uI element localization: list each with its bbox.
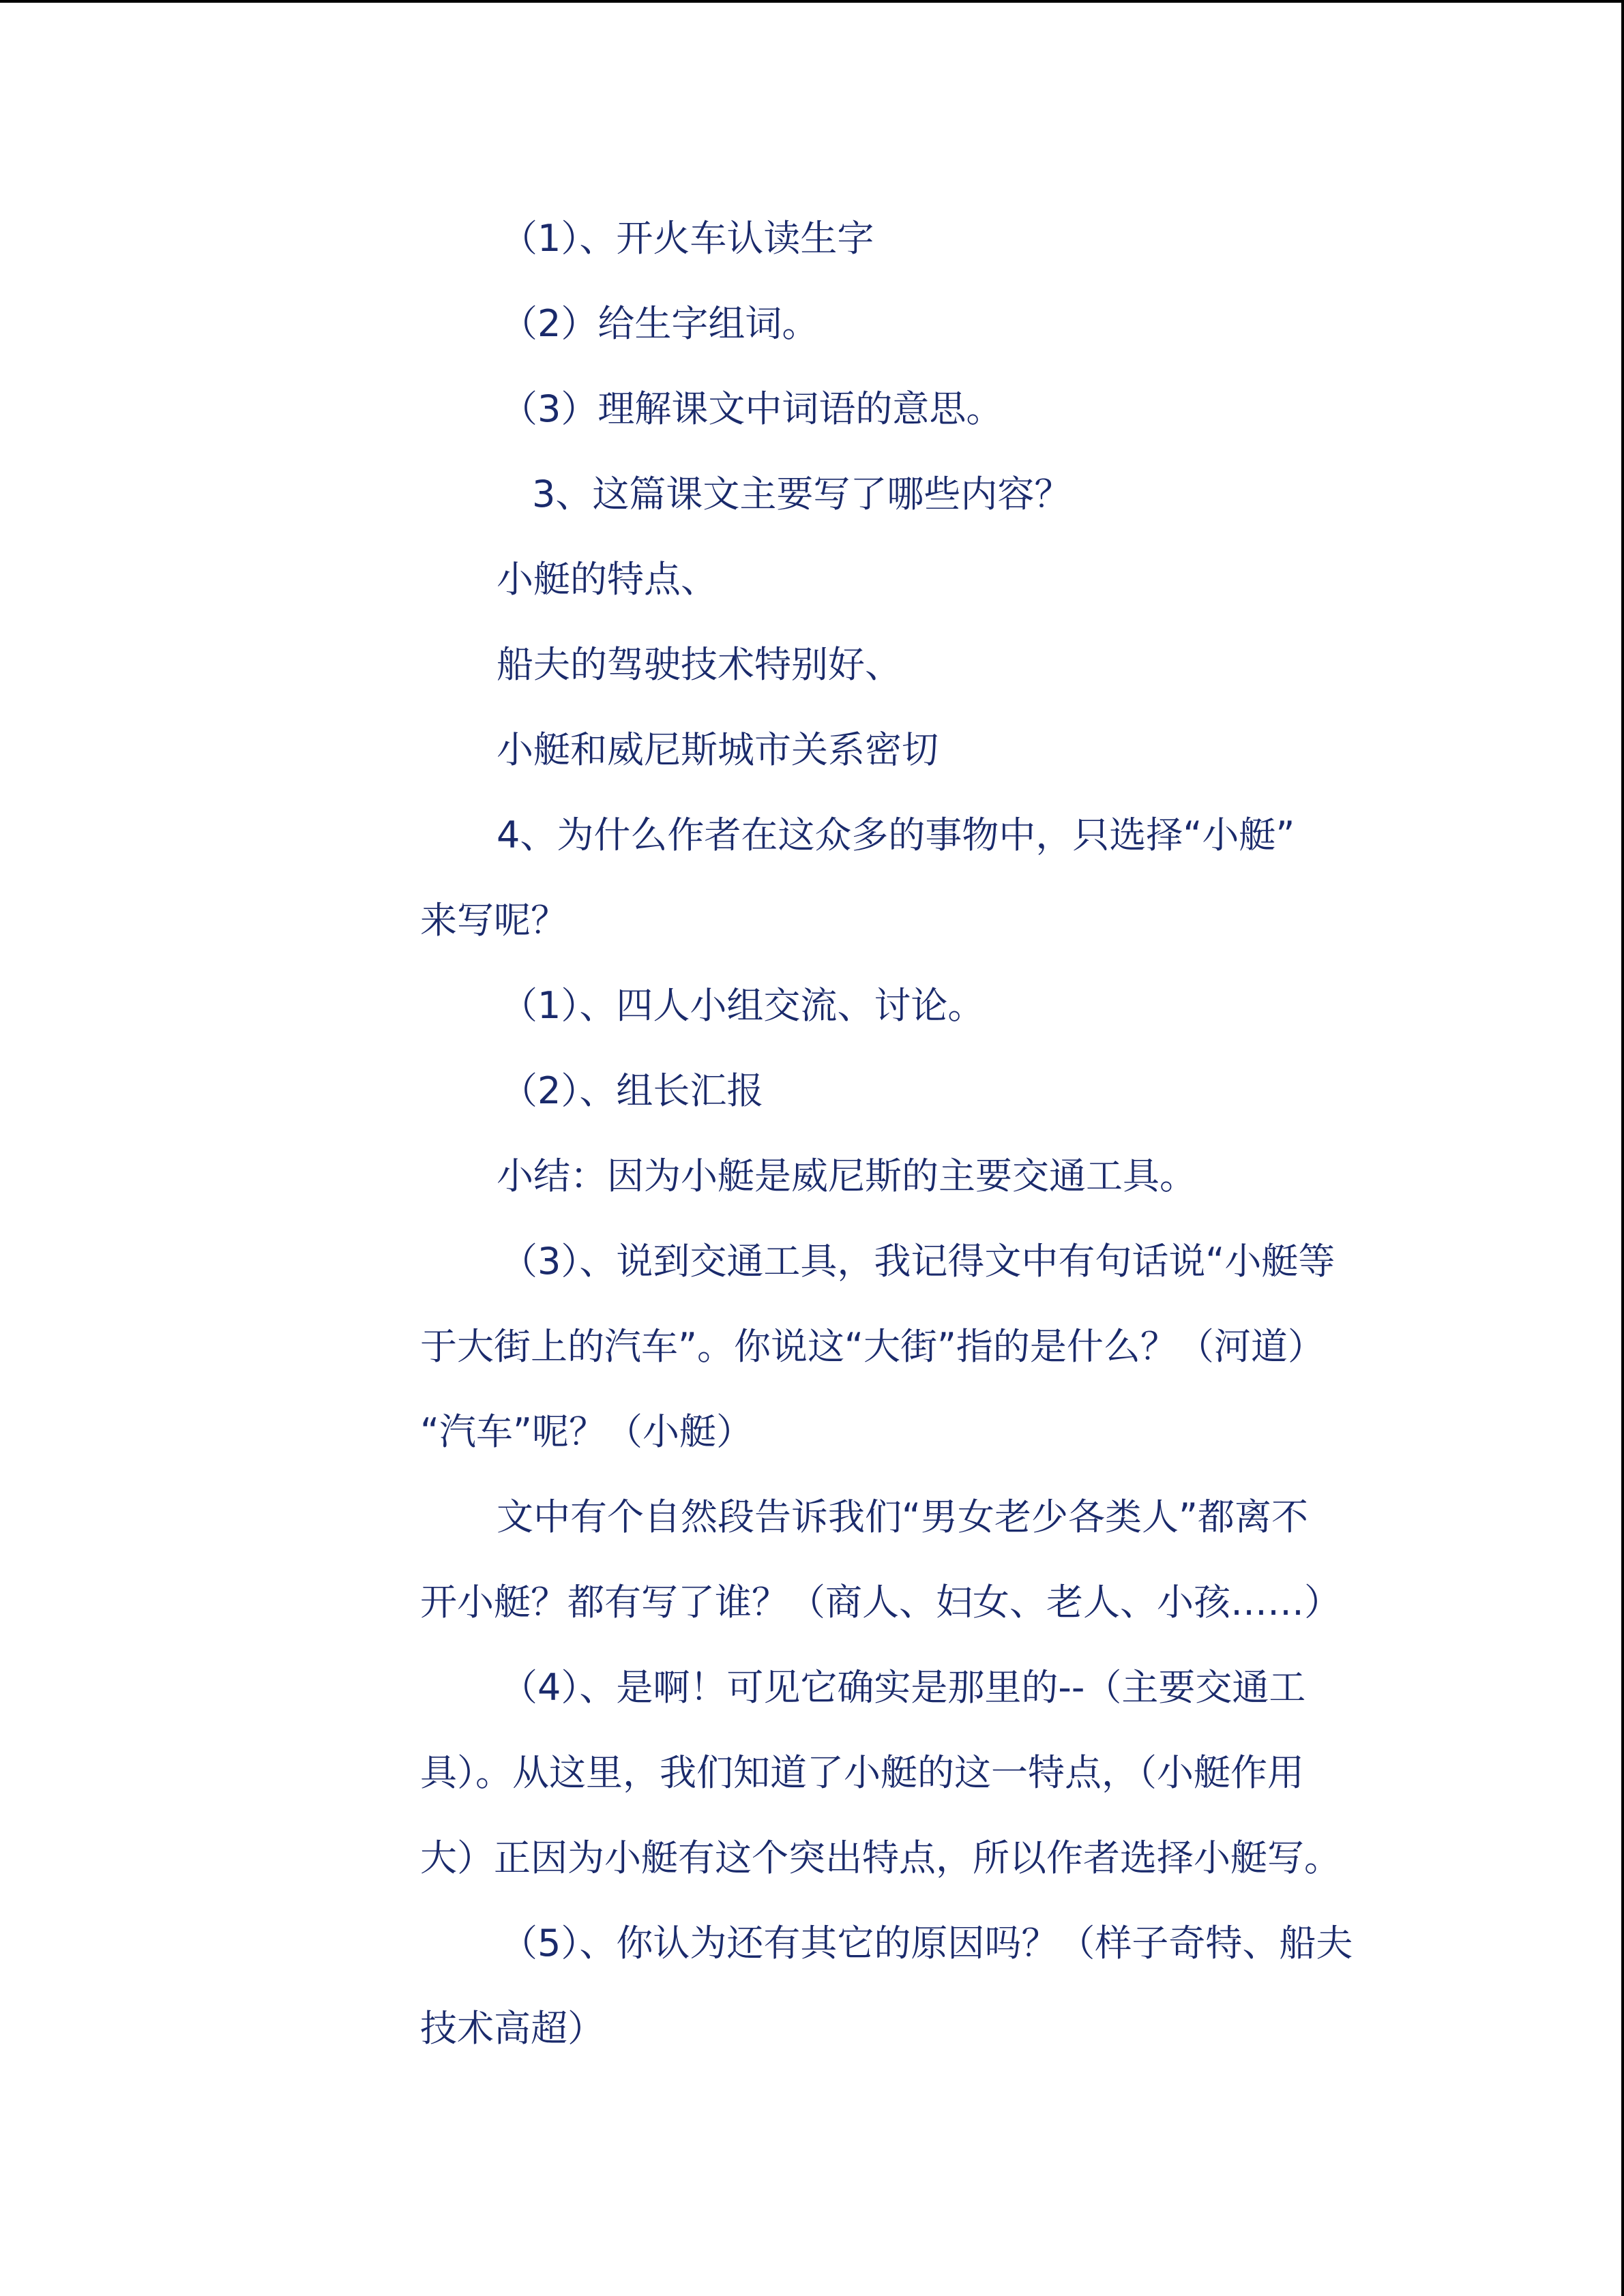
page-top-border [0,0,1624,3]
text-line-15: “汽车”呢？（小艇） [420,1410,753,1453]
text-line-13: （3）、说到交通工具，我记得文中有句话说“小艇等 [501,1240,1335,1283]
text-line-9: 来写呢？ [420,899,567,942]
text-line-16: 文中有个自然段告诉我们“男女老少各类人”都离不 [497,1495,1308,1538]
text-line-20: 大）正因为小艇有这个突出特点，所以作者选择小艇写。 [420,1836,1341,1879]
text-line-21: （5）、你认为还有其它的原因吗？（样子奇特、船夫 [501,1922,1353,1965]
text-line-14: 于大街上的汽车”。你说这“大街”指的是什么？（河道） [420,1325,1325,1368]
text-line-6: 船夫的驾驶技术特别好、 [497,643,902,686]
page-right-border [1621,0,1624,2296]
text-line-11: （2）、组长汇报 [501,1069,764,1112]
text-line-19: 具）。从这里，我们知道了小艇的这一特点，（小艇作用 [420,1751,1304,1794]
text-line-1: （1）、开火车认读生字 [501,217,874,260]
text-line-10: （1）、四人小组交流、讨论。 [501,984,985,1027]
text-line-8: 4、为什么作者在这众多的事物中，只选择“小艇” [497,814,1295,856]
text-line-2: （2）给生字组词。 [501,302,819,345]
text-line-18: （4）、是啊！可见它确实是那里的--（主要交通工 [501,1666,1306,1709]
text-line-7: 小艇和威尼斯城市关系密切 [497,728,939,771]
text-line-17: 开小艇？都有写了谁？（商人、妇女、老人、小孩……） [420,1581,1341,1624]
text-line-5: 小艇的特点、 [497,558,718,601]
text-line-4: 3、这篇课文主要写了哪些内容？ [532,473,1072,516]
text-line-3: （3）理解课文中词语的意思。 [501,387,1003,430]
text-line-22: 技术高超） [420,2007,604,2050]
text-line-12: 小结：因为小艇是威尼斯的主要交通工具。 [497,1154,1196,1197]
